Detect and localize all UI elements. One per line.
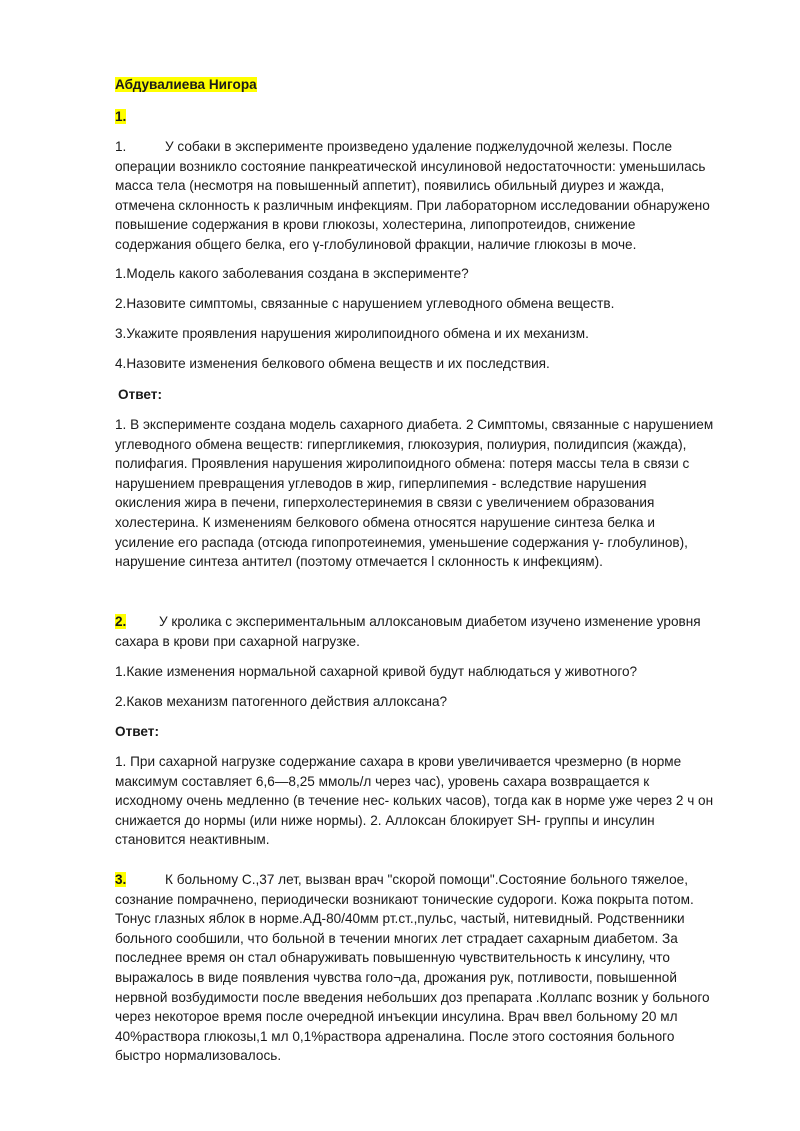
task3-number: 3. <box>115 872 127 887</box>
task2-number: 2. <box>115 614 127 629</box>
task1-question-2: 2.Назовите симптомы, связанные с нарушением углеводного обмена веществ. <box>115 296 615 311</box>
task1-item-number: 1. <box>115 139 127 154</box>
task3-text <box>115 870 715 1066</box>
task2-body: У кролика с экспериментальным аллоксановым диабетом изучено изменение уровня сахара в крови при сахарной нагрузке. <box>115 614 701 649</box>
task2-answer-label: Ответ: <box>115 724 159 739</box>
task1-number: 1. <box>115 109 127 124</box>
task1-question-4: 4.Назовите изменения белкового обмена веществ и их последствия. <box>115 356 550 371</box>
task2-question-1: 1.Какие изменения нормальной сахарной кривой будут наблюдаться у животного? <box>115 664 638 679</box>
task3-body: К больному С.,37 лет, вызван врач "скорой помощи".Состояние больного тяжелое, сознание помрачнено, периодически возникают тонические судороги. Кожа покрыта потом. Тонус глазных яблок в норме.АД-80/40мм рт.ст.,пульс, частый, нитевидный. Родственники больного сообшили, что больной в течении многих лет страдает сахарным диабетом. За последнее время он стал обнаруживать повышенную чувствительность к инсулину, что выражалось в виде появления чувства голо¬да, дрожания рук, потливости, повышенной нервной возбудимости после введения небольших доз препарата .Коллапс возник у больного через некоторое время после очередной инъекции инсулина. Врач ввел больному 20 мл 40%раствора глюкозы,1 мл 0,1%раствора адреналина. После этого состояния больного быстро нормализовалось. <box>115 872 710 1064</box>
task1-question-3: 3.Укажите проявления нарушения жиролипоидного обмена и их механизм. <box>115 326 589 341</box>
task1-body: У собаки в эксперименте произведено удаление поджелудочной железы. После операции возникло состояние панкреатической инсулиновой недостаточности: уменьшилась масса тела (несмотря на повышенный аппетит), появились обильный диурез и жажда, отмечена склонность к различным инфекциям. При лабораторном исследовании обнаружено повышение содержания в крови глюкозы, холестерина, липопротеидов, снижение содержания общего белка, его γ-глобулиновой фракции, наличие глюкозы в моче. <box>115 139 710 252</box>
task1-answer-label: Ответ: <box>118 387 162 402</box>
task1-question-1: 1.Модель какого заболевания создана в эксперименте? <box>115 266 469 281</box>
author-name <box>115 75 715 95</box>
task2-question-2: 2.Каков механизм патогенного действия аллоксана? <box>115 694 448 709</box>
author-highlight: Абдувалиева Нигора <box>115 77 257 92</box>
task1-answer: 1. В эксперименте создана модель сахарного диабета. 2 Симптомы, связанные с нарушением углеводного обмена веществ: гипергликемия, глюкозурия, полиурия, полидипсия (жажда), полифагия. Проявления нарушения жиролипоидного обмена: потеря массы тела в связи с нарушением превращения углеводов в жир, гиперлипемия - вследствие нарушения окисления жира в печени, гиперхолестеринемия в связи с увеличением образования холестерина. К изменениям белкового обмена относятся нарушение синтеза белка и усиление его распада (отсюда гипопротеинемия, уменьшение содержания γ- глобулинов), нарушение синтеза антител (поэтому отмечается l склонность к инфекциям). <box>115 417 714 570</box>
task1-text <box>115 137 715 255</box>
task2-answer: 1. При сахарной нагрузке содержание сахара в крови увеличивается чрезмерно (в норме максимум составляет 6,6—8,25 ммоль/л через час), уровень сахара возвращается к исходному очень медленно (в течение нес- кольких часов), тогда как в норме уже через 2 ч он снижается до нормы (или ниже нормы). 2. Аллоксан блокирует SH- группы и инсулин становится неактивным. <box>115 754 714 848</box>
task2-text <box>115 612 715 651</box>
